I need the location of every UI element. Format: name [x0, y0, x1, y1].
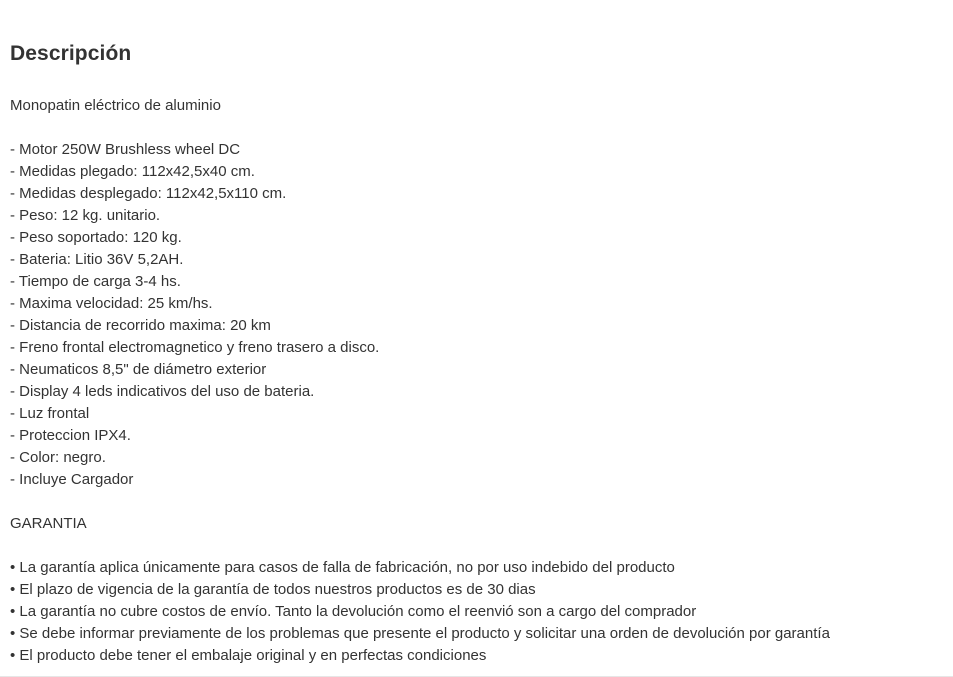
list-item: • La garantía no cubre costos de envío. Tanto la devolución como el reenvió son a cargo del comprador	[10, 603, 697, 620]
list-item: • El producto debe tener el embalaje original y en perfectas condiciones	[10, 647, 487, 664]
list-item: - Color: negro.	[10, 449, 106, 466]
list-item: - Peso soportado: 120 kg.	[10, 229, 182, 246]
list-item: • Se debe informar previamente de los problemas que presente el producto y solicitar una orden de devolución por garantía	[10, 625, 830, 642]
specification-list	[10, 117, 943, 491]
page-title: Descripción	[10, 42, 132, 65]
list-item: - Display 4 leds indicativos del uso de bateria.	[10, 383, 315, 400]
list-item: - Bateria: Litio 36V 5,2AH.	[10, 251, 184, 268]
list-item: - Peso: 12 kg. unitario.	[10, 207, 161, 224]
list-item: - Incluye Cargador	[10, 471, 134, 488]
list-item: • La garantía aplica únicamente para casos de falla de fabricación, no por uso indebido del producto	[10, 559, 675, 576]
list-item: - Motor 250W Brushless wheel DC	[10, 141, 241, 158]
list-item: - Neumaticos 8,5" de diámetro exterior	[10, 361, 267, 378]
list-item: - Medidas desplegado: 112x42,5x110 cm.	[10, 185, 287, 202]
product-intro-text: Monopatin eléctrico de aluminio	[10, 97, 221, 114]
list-item: - Maxima velocidad: 25 km/hs.	[10, 295, 213, 312]
list-item: - Tiempo de carga 3-4 hs.	[10, 273, 181, 290]
list-item: • El plazo de vigencia de la garantía de todos nuestros productos es de 30 dias	[10, 581, 536, 598]
list-item: - Freno frontal electromagnetico y freno trasero a disco.	[10, 339, 380, 356]
list-item: - Medidas plegado: 112x42,5x40 cm.	[10, 163, 255, 180]
list-item: - Proteccion IPX4.	[10, 427, 131, 444]
list-item: - Luz frontal	[10, 405, 90, 422]
warranty-list	[10, 535, 943, 667]
list-item: - Distancia de recorrido maxima: 20 km	[10, 317, 271, 334]
warranty-heading: GARANTIA	[10, 515, 87, 532]
